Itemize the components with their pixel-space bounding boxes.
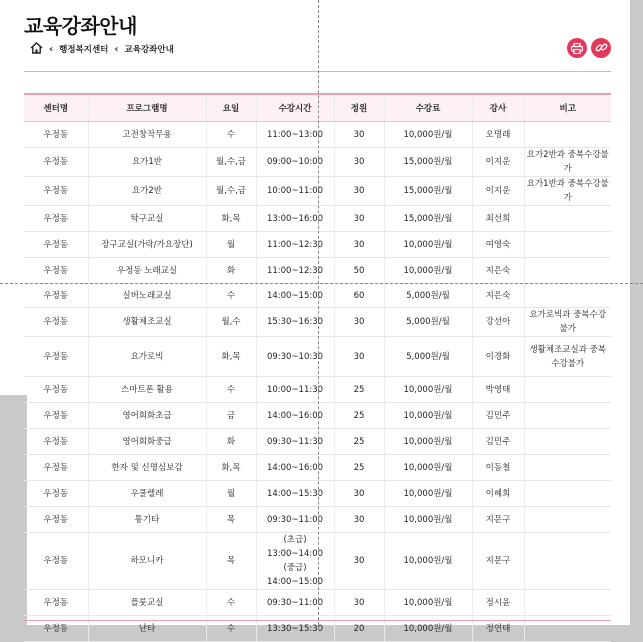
cell-instructor: 지문구 bbox=[472, 533, 524, 590]
cell-fee: 10,000원/월 bbox=[384, 590, 472, 616]
cell-note bbox=[524, 122, 611, 148]
cell-center: 우정동 bbox=[24, 507, 88, 533]
cell-instructor: 이지운 bbox=[472, 177, 524, 206]
cell-day: 목 bbox=[206, 533, 256, 590]
cell-time: 11:00~13:00 bbox=[256, 122, 334, 148]
cell-capacity: 60 bbox=[334, 284, 384, 308]
cell-capacity: 50 bbox=[334, 258, 384, 284]
cell-instructor: 강선아 bbox=[472, 308, 524, 337]
cell-program: 요가로빅 bbox=[88, 337, 206, 377]
breadcrumb bbox=[30, 41, 174, 57]
cell-capacity: 30 bbox=[334, 590, 384, 616]
cell-capacity: 25 bbox=[334, 377, 384, 403]
cell-fee: 10,000원/월 bbox=[384, 258, 472, 284]
cell-day: 화,목 bbox=[206, 206, 256, 232]
cell-instructor: 이혜희 bbox=[472, 481, 524, 507]
cell-note: 요가2반과 중복수강불가 bbox=[524, 148, 611, 177]
breadcrumb-item-center[interactable]: 행정복지센터 bbox=[59, 45, 109, 55]
cell-time: 09:30~11:00 bbox=[256, 590, 334, 616]
cell-fee: 5,000원/월 bbox=[384, 337, 472, 377]
breadcrumb-item-current: 교육강좌안내 bbox=[124, 45, 174, 55]
cell-capacity: 25 bbox=[334, 403, 384, 429]
cell-fee: 10,000원/월 bbox=[384, 377, 472, 403]
cell-note: 생활체조교실과 중복수강불가 bbox=[524, 337, 611, 377]
cell-time: 11:00~12:30 bbox=[256, 258, 334, 284]
cell-program: 탁구교실 bbox=[88, 206, 206, 232]
cell-instructor: 최선희 bbox=[472, 206, 524, 232]
cell-capacity: 30 bbox=[334, 507, 384, 533]
cell-center: 우정동 bbox=[24, 122, 88, 148]
guide-line-vertical bbox=[318, 0, 319, 630]
cell-note bbox=[524, 590, 611, 616]
cell-instructor: 지은숙 bbox=[472, 258, 524, 284]
cell-day: 수 bbox=[206, 590, 256, 616]
cell-fee: 10,000원/월 bbox=[384, 507, 472, 533]
cell-fee: 10,000원/월 bbox=[384, 533, 472, 590]
cell-program: 우정동 노래교실 bbox=[88, 258, 206, 284]
cell-center: 우정동 bbox=[24, 429, 88, 455]
cell-center: 우정동 bbox=[24, 481, 88, 507]
cell-program: 하모니카 bbox=[88, 533, 206, 590]
cell-fee: 10,000원/월 bbox=[384, 232, 472, 258]
chevron-left-icon: ‹ bbox=[49, 43, 54, 55]
col-header-capacity: 정원 bbox=[334, 94, 384, 122]
cell-time: 13:30~15:30 bbox=[256, 616, 334, 642]
cell-program: 고전창작무용 bbox=[88, 122, 206, 148]
print-icon bbox=[571, 39, 583, 58]
cell-day: 금 bbox=[206, 403, 256, 429]
cell-center: 우정동 bbox=[24, 177, 88, 206]
cell-note bbox=[524, 507, 611, 533]
cell-note bbox=[524, 481, 611, 507]
cell-fee: 10,000원/월 bbox=[384, 403, 472, 429]
cell-time: 09:30~10:30 bbox=[256, 337, 334, 377]
cell-program: 통기타 bbox=[88, 507, 206, 533]
cell-day: 화 bbox=[206, 258, 256, 284]
cell-note bbox=[524, 455, 611, 481]
cell-program: 한자 및 신명심보감 bbox=[88, 455, 206, 481]
cell-capacity: 30 bbox=[334, 148, 384, 177]
cell-note bbox=[524, 377, 611, 403]
guide-line-horizontal bbox=[0, 283, 643, 284]
cell-center: 우정동 bbox=[24, 258, 88, 284]
cell-center: 우정동 bbox=[24, 590, 88, 616]
cell-time: 15:30~16:30 bbox=[256, 308, 334, 337]
cell-fee: 15,000원/월 bbox=[384, 206, 472, 232]
cell-capacity: 30 bbox=[334, 122, 384, 148]
cell-program: 난타 bbox=[88, 616, 206, 642]
cell-instructor: 이지운 bbox=[472, 148, 524, 177]
cell-program: 생활체조교실 bbox=[88, 308, 206, 337]
col-header-fee: 수강료 bbox=[384, 94, 472, 122]
cell-day: 수 bbox=[206, 122, 256, 148]
home-icon[interactable] bbox=[30, 42, 43, 57]
cell-program: 요가1반 bbox=[88, 148, 206, 177]
cell-capacity: 30 bbox=[334, 177, 384, 206]
cell-instructor: 이동철 bbox=[472, 455, 524, 481]
cell-center: 우정동 bbox=[24, 308, 88, 337]
cell-time: 09:30~11:30 bbox=[256, 429, 334, 455]
cell-program: 영어회화중급 bbox=[88, 429, 206, 455]
cell-program: 실버노래교실 bbox=[88, 284, 206, 308]
cell-center: 우정동 bbox=[24, 148, 88, 177]
cell-note bbox=[524, 232, 611, 258]
cell-day: 월 bbox=[206, 481, 256, 507]
cell-capacity: 30 bbox=[334, 308, 384, 337]
col-header-instructor: 강사 bbox=[472, 94, 524, 122]
cell-capacity: 25 bbox=[334, 455, 384, 481]
cell-day: 월,수,금 bbox=[206, 177, 256, 206]
chevron-left-icon: ‹ bbox=[114, 43, 119, 55]
cell-capacity: 25 bbox=[334, 429, 384, 455]
cell-time: 09:30~11:00 bbox=[256, 507, 334, 533]
cell-time: 09:00~10:00 bbox=[256, 148, 334, 177]
cell-capacity: 30 bbox=[334, 337, 384, 377]
cell-instructor: 지문구 bbox=[472, 507, 524, 533]
cell-program: 요가2반 bbox=[88, 177, 206, 206]
cell-day: 목 bbox=[206, 507, 256, 533]
cell-time: 14:00~16:00 bbox=[256, 455, 334, 481]
col-header-program: 프로그램명 bbox=[88, 94, 206, 122]
cell-note bbox=[524, 533, 611, 590]
cell-fee: 10,000원/월 bbox=[384, 455, 472, 481]
cell-center: 우정동 bbox=[24, 616, 88, 642]
cell-instructor: 김민주 bbox=[472, 403, 524, 429]
cell-instructor: 박영태 bbox=[472, 377, 524, 403]
cell-fee: 10,000원/월 bbox=[384, 616, 472, 642]
col-header-day: 요일 bbox=[206, 94, 256, 122]
cell-instructor: 지은숙 bbox=[472, 284, 524, 308]
cell-note bbox=[524, 284, 611, 308]
print-button[interactable] bbox=[567, 38, 587, 58]
cell-day: 수 bbox=[206, 284, 256, 308]
cell-day: 수 bbox=[206, 377, 256, 403]
cell-fee: 10,000원/월 bbox=[384, 481, 472, 507]
cell-time: 14:00~16:00 bbox=[256, 403, 334, 429]
cell-note bbox=[524, 258, 611, 284]
cell-day: 화,목 bbox=[206, 337, 256, 377]
page-tools bbox=[567, 38, 611, 58]
cell-instructor: 김민주 bbox=[472, 429, 524, 455]
share-link-button[interactable] bbox=[591, 38, 611, 58]
cell-capacity: 20 bbox=[334, 616, 384, 642]
cell-center: 우정동 bbox=[24, 206, 88, 232]
cell-fee: 10,000원/월 bbox=[384, 429, 472, 455]
cell-fee: 15,000원/월 bbox=[384, 177, 472, 206]
cell-note: 요가로빅과 중복수강불가 bbox=[524, 308, 611, 337]
cell-center: 우정동 bbox=[24, 455, 88, 481]
cell-day: 월,수 bbox=[206, 308, 256, 337]
cell-program: 우쿨렐레 bbox=[88, 481, 206, 507]
cell-time: 10:00~11:30 bbox=[256, 377, 334, 403]
cell-time: 11:00~12:30 bbox=[256, 232, 334, 258]
cell-note: 요가1반과 중복수강불가 bbox=[524, 177, 611, 206]
cell-capacity: 30 bbox=[334, 232, 384, 258]
cell-instructor: 정시윤 bbox=[472, 590, 524, 616]
cell-day: 화 bbox=[206, 429, 256, 455]
cell-center: 우정동 bbox=[24, 403, 88, 429]
cell-day: 화,목 bbox=[206, 455, 256, 481]
cell-time: 10:00~11:00 bbox=[256, 177, 334, 206]
cell-center: 우정동 bbox=[24, 337, 88, 377]
cell-center: 우정동 bbox=[24, 232, 88, 258]
cell-program: 장구교실(가락/가요장단) bbox=[88, 232, 206, 258]
cell-time: 13:00~16:00 bbox=[256, 206, 334, 232]
cell-time: (초급) 13:00~14:00 (중급) 14:00~15:00 bbox=[256, 533, 334, 590]
cell-day: 월 bbox=[206, 232, 256, 258]
page-title: 교육강좌안내 bbox=[24, 14, 137, 38]
cell-time: 14:00~15:00 bbox=[256, 284, 334, 308]
cell-program: 스마트폰 활용 bbox=[88, 377, 206, 403]
cell-fee: 5,000원/월 bbox=[384, 284, 472, 308]
col-header-note: 비고 bbox=[524, 94, 611, 122]
cell-capacity: 30 bbox=[334, 481, 384, 507]
link-icon bbox=[595, 39, 608, 58]
cell-note bbox=[524, 403, 611, 429]
cell-center: 우정동 bbox=[24, 533, 88, 590]
cell-capacity: 30 bbox=[334, 533, 384, 590]
cell-note bbox=[524, 206, 611, 232]
cell-time: 14:00~15:30 bbox=[256, 481, 334, 507]
cell-instructor: 정연태 bbox=[472, 616, 524, 642]
cell-instructor: 이경화 bbox=[472, 337, 524, 377]
cell-center: 우정동 bbox=[24, 377, 88, 403]
cell-program: 플룻교실 bbox=[88, 590, 206, 616]
cell-fee: 5,000원/월 bbox=[384, 308, 472, 337]
col-header-time: 수강시간 bbox=[256, 94, 334, 122]
cell-instructor: 여영숙 bbox=[472, 232, 524, 258]
cell-day: 수 bbox=[206, 616, 256, 642]
col-header-center: 센터명 bbox=[24, 94, 88, 122]
cell-instructor: 오명래 bbox=[472, 122, 524, 148]
cell-note bbox=[524, 429, 611, 455]
cell-day: 월,수,금 bbox=[206, 148, 256, 177]
cell-fee: 10,000원/월 bbox=[384, 122, 472, 148]
cell-capacity: 30 bbox=[334, 206, 384, 232]
cell-program: 영어회화초급 bbox=[88, 403, 206, 429]
cell-center: 우정동 bbox=[24, 284, 88, 308]
cell-fee: 15,000원/월 bbox=[384, 148, 472, 177]
